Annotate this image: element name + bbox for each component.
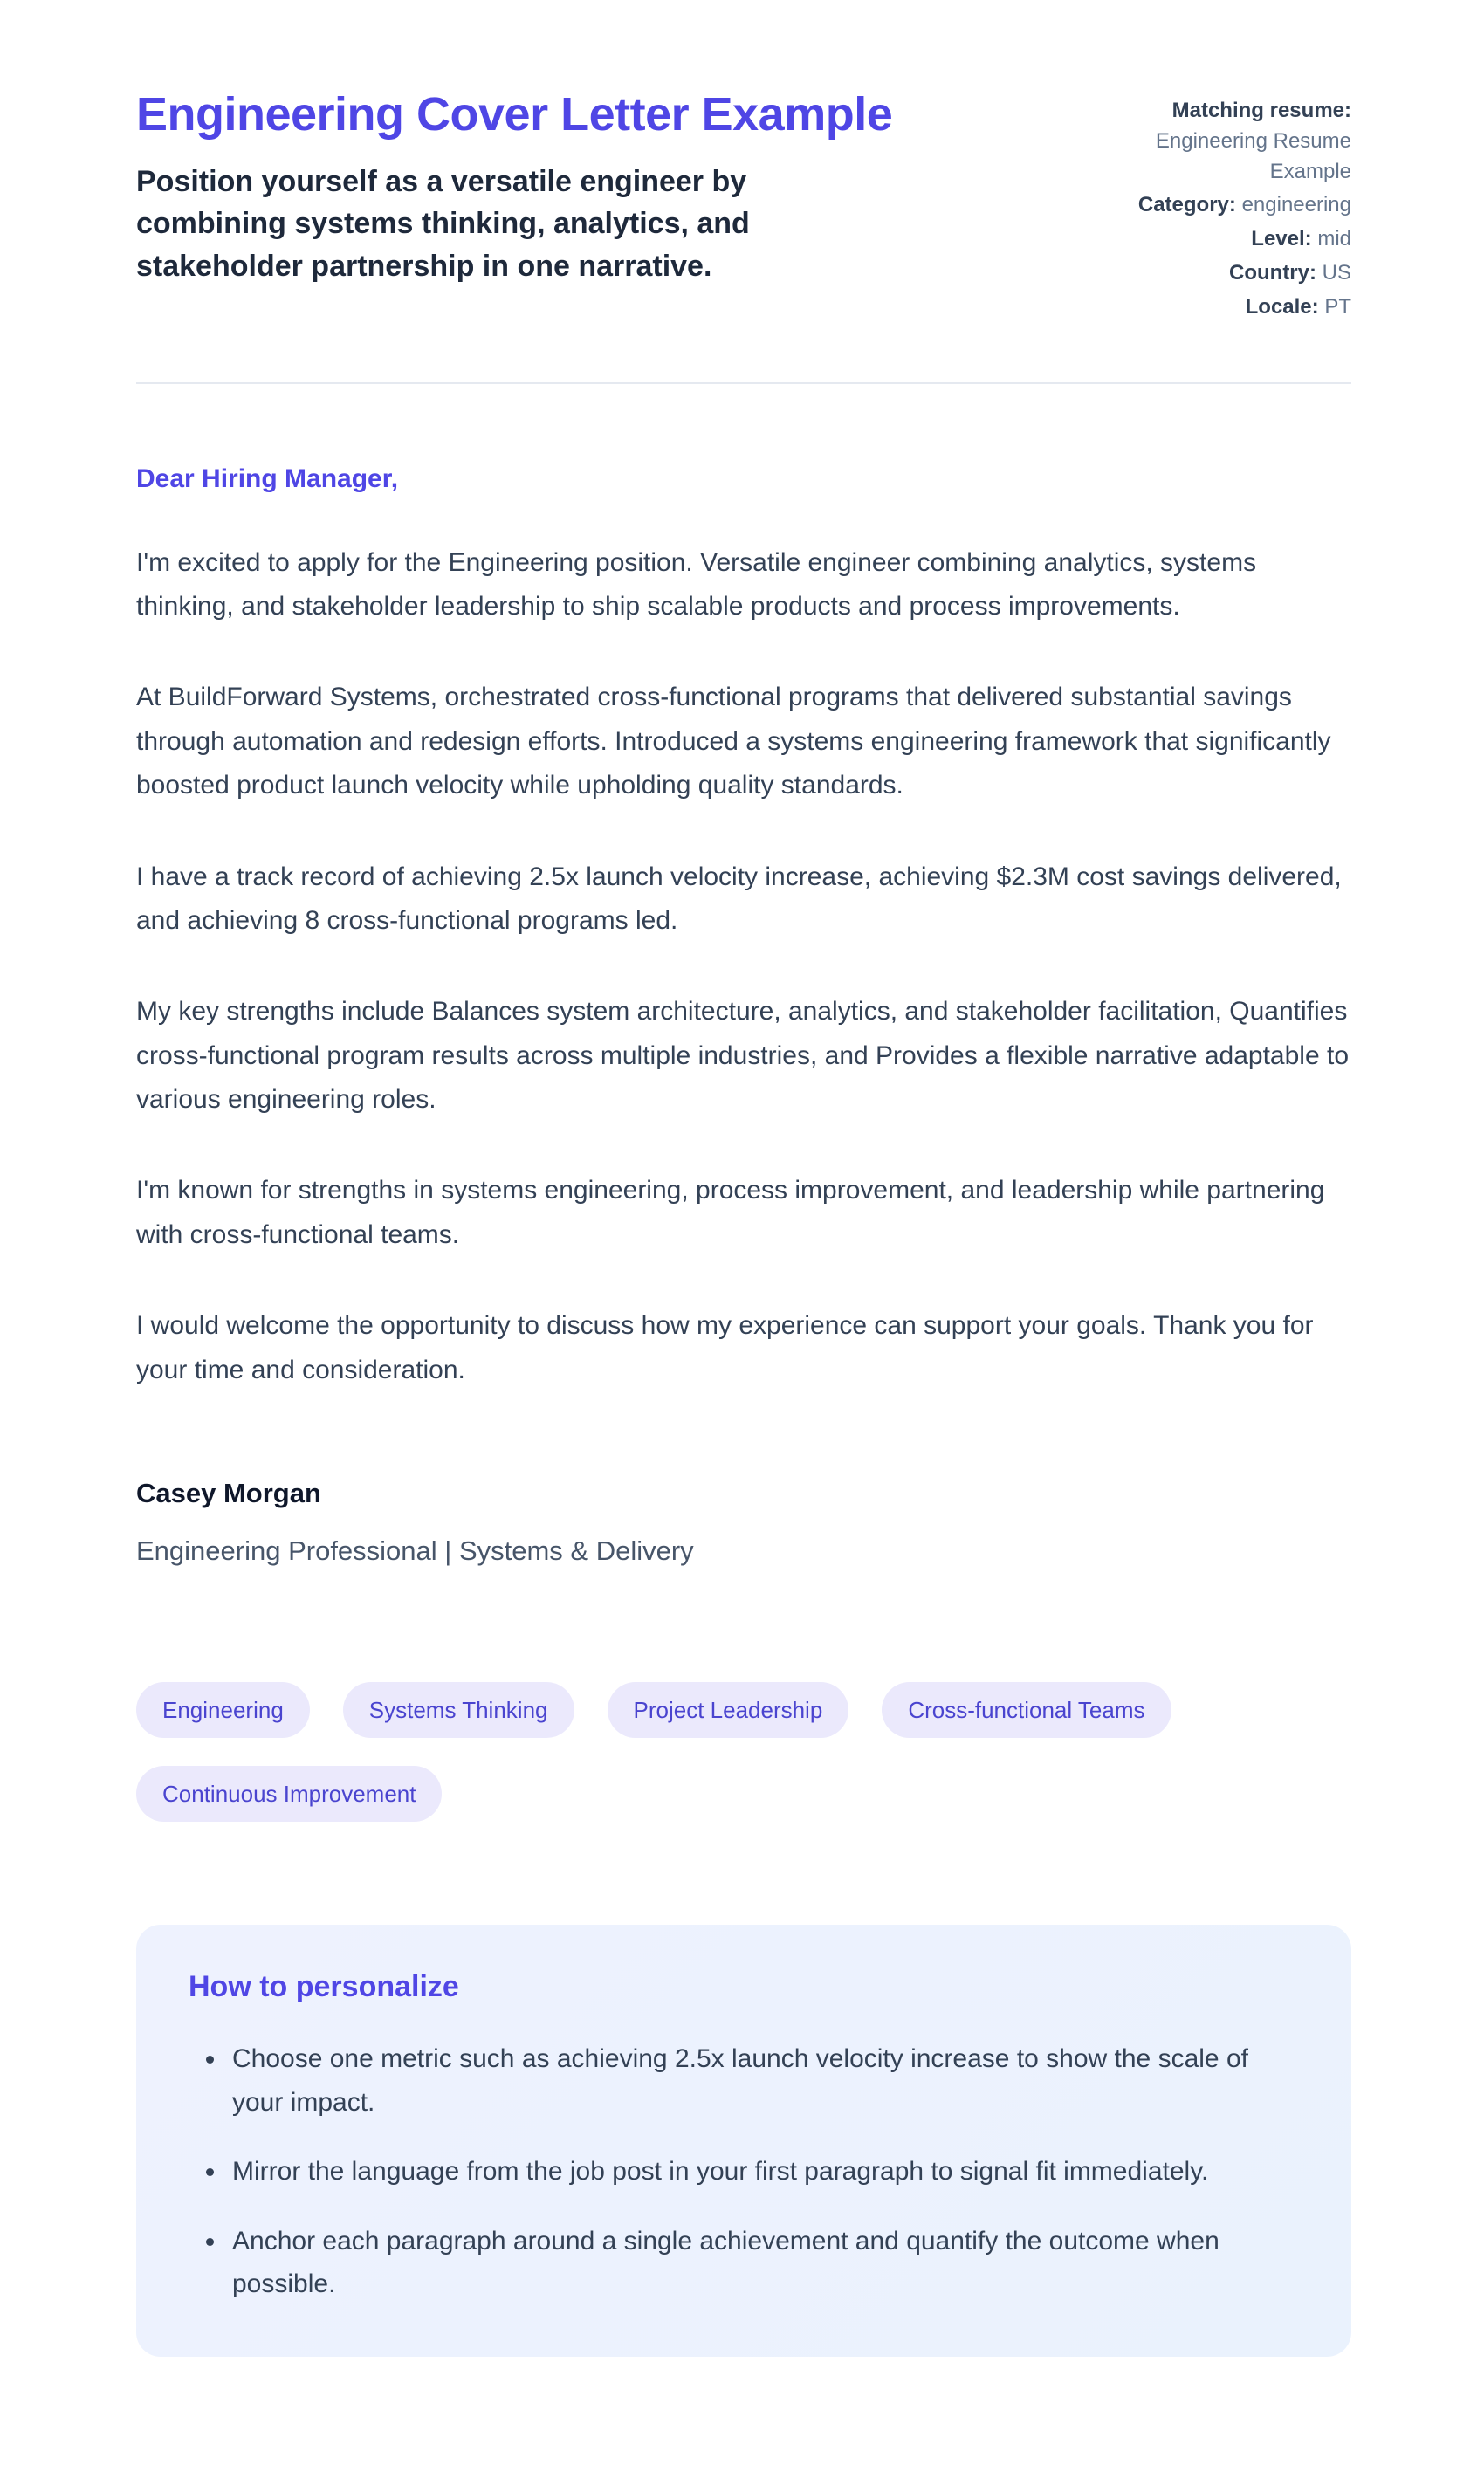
tag-list — [136, 1682, 1351, 1822]
letter-paragraph: I'm excited to apply for the Engineering position. Versatile engineer combining analytics, systems thinking, and stakeholder leadership to ship scalable products and process improvements. — [136, 547, 1257, 621]
meta-label: Matching resume: — [1171, 99, 1351, 122]
meta-value: Engineering Resume Example — [1155, 128, 1351, 183]
page-subtitle: Position yourself as a versatile engineer by combining systems thinking, analytics, and stakeholder partnership in one narrative. — [136, 165, 750, 283]
cover-letter-body — [136, 384, 1351, 1567]
letter-paragraph: At BuildForward Systems, orchestrated cross-functional programs that delivered substantial savings through automation and redesign efforts. Introduced a systems engineering framework that significantly boosted product launch velocity while upholding quality standards. — [136, 683, 1331, 800]
tag-pill-cross-functional-teams[interactable]: Cross-functional Teams — [882, 1682, 1171, 1738]
salutation: Dear Hiring Manager, — [136, 464, 399, 493]
meta-label: Level: — [1251, 227, 1318, 251]
tag-pill-continuous-improvement[interactable]: Continuous Improvement — [136, 1766, 442, 1822]
meta-value: US — [1322, 260, 1351, 285]
header — [136, 87, 1351, 384]
signature-name: Casey Morgan — [136, 1478, 321, 1509]
callout-item: • Anchor each paragraph around a single achievement and quantify the outcome when possible. — [227, 2220, 1299, 2306]
personalization-callout — [136, 1925, 1351, 2357]
meta-label: Category: — [1137, 193, 1242, 217]
tag-pill-systems-thinking[interactable]: Systems Thinking — [343, 1682, 574, 1738]
meta-row-level — [1133, 224, 1351, 255]
letter-paragraph: I have a track record of achieving 2.5x launch velocity increase, achieving $2.3M cost savings delivered, and achieving 8 cross-functional programs led. — [136, 862, 1342, 935]
tag-pill-project-leadership[interactable]: Project Leadership — [608, 1682, 849, 1738]
meta-panel — [1133, 87, 1351, 326]
signature-role: Engineering Professional | Systems & Delivery — [136, 1535, 694, 1567]
callout-title: How to personalize — [189, 1970, 459, 2004]
meta-row-country — [1133, 258, 1351, 289]
callout-item: • Mirror the language from the job post in your first paragraph to signal fit immediately. — [227, 2150, 1299, 2194]
header-titles — [136, 87, 1053, 287]
letter-paragraph: I'm known for strengths in systems engineering, process improvement, and leadership while partnering with cross-functional teams. — [136, 1176, 1325, 1249]
meta-label: Country: — [1229, 260, 1323, 285]
meta-value: engineering — [1241, 193, 1351, 217]
meta-label: Locale: — [1245, 294, 1325, 319]
callout-list — [171, 2037, 1299, 2306]
tag-pill-engineering[interactable]: Engineering — [136, 1682, 310, 1738]
meta-row-locale — [1133, 292, 1351, 323]
meta-value: mid — [1317, 227, 1351, 251]
meta-row-category — [1133, 190, 1351, 221]
page-title: Engineering Cover Letter Example — [136, 88, 893, 141]
letter-paragraph: I would welcome the opportunity to discuss how my experience can support your goals. Thank you for your time and consideration. — [136, 1311, 1314, 1384]
meta-row-matching-resume — [1133, 96, 1351, 187]
letter-paragraph: My key strengths include Balances system architecture, analytics, and stakeholder facilitation, Quantifies cross-functional program results across multiple industries, and Provides a flexible narrative adaptable to various engineering roles. — [136, 997, 1350, 1115]
callout-item: • Choose one metric such as achieving 2.5x launch velocity increase to show the scale of your impact. — [227, 2037, 1299, 2124]
meta-value: PT — [1324, 294, 1351, 319]
